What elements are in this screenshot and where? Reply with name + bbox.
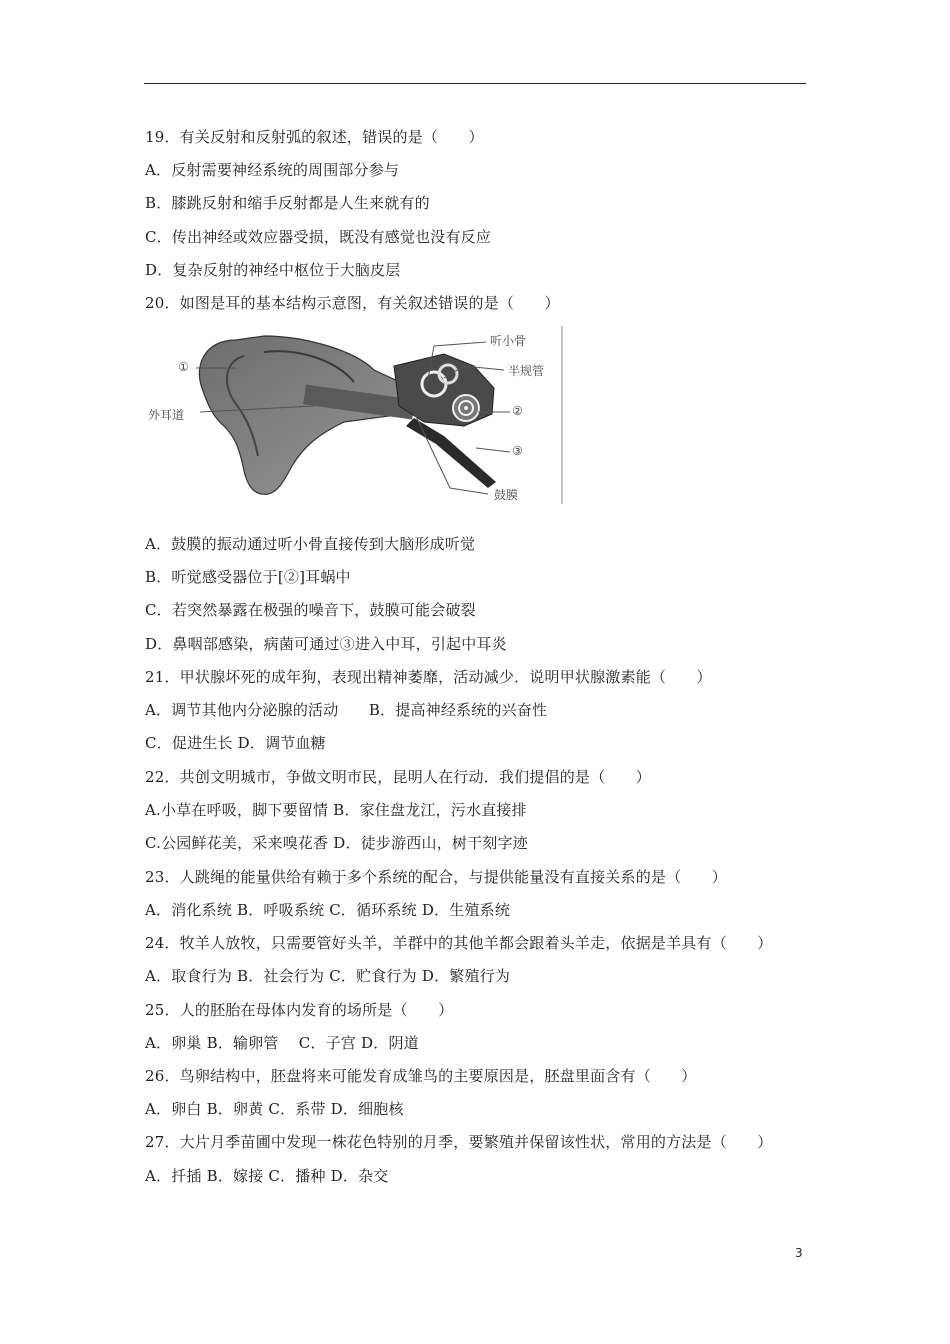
label-ossicles: 听小骨 [490,334,527,348]
q19-stem: 19．有关反射和反射弧的叙述，错误的是（ ） [145,128,484,146]
ear-structure-figure [144,326,564,506]
q26-options: A．卵白 B．卵黄 C．系带 D．细胞核 [145,1100,404,1118]
q20-option-c: C．若突然暴露在极强的噪音下，鼓膜可能会破裂 [145,601,476,619]
label-1: ① [178,360,189,374]
q23-stem: 23．人跳绳的能量供给有赖于多个系统的配合，与提供能量没有直接关系的是（ ） [145,868,727,886]
ear-diagram-drawing [144,326,564,506]
q27-options: A．扦插 B．嫁接 C．播种 D．杂交 [145,1167,389,1185]
q26-stem: 26．鸟卵结构中，胚盘将来可能发育成雏鸟的主要原因是，胚盘里面含有（ ） [145,1067,697,1085]
label-3: ③ [512,444,523,458]
q24-stem: 24．牧羊人放牧，只需要管好头羊，羊群中的其他羊都会跟着头羊走，依据是羊具有（ ） [145,934,773,952]
q24-options: A．取食行为 B．社会行为 C．贮食行为 D．繁殖行为 [145,967,511,985]
q25-stem: 25．人的胚胎在母体内发育的场所是（ ） [145,1001,454,1019]
q20-option-d: D．鼻咽部感染，病菌可通过③进入中耳，引起中耳炎 [145,635,507,653]
q22-options-ab: A.小草在呼吸，脚下要留情 B．家住盘龙江，污水直接排 [145,801,527,819]
q19-option-d: D．复杂反射的神经中枢位于大脑皮层 [145,261,401,279]
q22-options-cd: C.公园鲜花美，采来嗅花香 D．徒步游西山，树干刻字迹 [145,834,528,852]
label-semicircular-canals: 半规管 [508,364,545,378]
q21-options-ab: A．调节其他内分泌腺的活动 B．提高神经系统的兴奋性 [145,701,548,719]
q19-option-b: B．膝跳反射和缩手反射都是人生来就有的 [145,194,430,212]
header-rule [144,83,806,84]
q23-options: A．消化系统 B．呼吸系统 C．循环系统 D．生殖系统 [145,901,511,919]
q20-stem: 20．如图是耳的基本结构示意图，有关叙述错误的是（ ） [145,294,560,312]
q19-option-c: C．传出神经或效应器受损，既没有感觉也没有反应 [145,228,492,246]
q21-options-cd: C．促进生长 D．调节血糖 [145,734,326,752]
label-ear-canal: 外耳道 [148,408,185,422]
label-2: ② [512,404,523,418]
q19-option-a: A．反射需要神经系统的周围部分参与 [145,161,400,179]
q21-stem: 21．甲状腺坏死的成年狗，表现出精神萎靡，活动减少．说明甲状腺激素能（ ） [145,668,712,686]
label-eardrum: 鼓膜 [494,488,519,502]
q25-options: A．卵巢 B．输卵管 C．子宫 D．阴道 [145,1034,419,1052]
q20-option-a: A．鼓膜的振动通过听小骨直接传到大脑形成听觉 [145,535,476,553]
q22-stem: 22．共创文明城市，争做文明市民，昆明人在行动．我们提倡的是（ ） [145,768,651,786]
q20-option-b: B．听觉感受器位于[②]耳蜗中 [145,568,351,586]
page-number: 3 [795,1246,803,1260]
q27-stem: 27．大片月季苗圃中发现一株花色特别的月季，要繁殖并保留该性状，常用的方法是（ ） [145,1133,773,1151]
